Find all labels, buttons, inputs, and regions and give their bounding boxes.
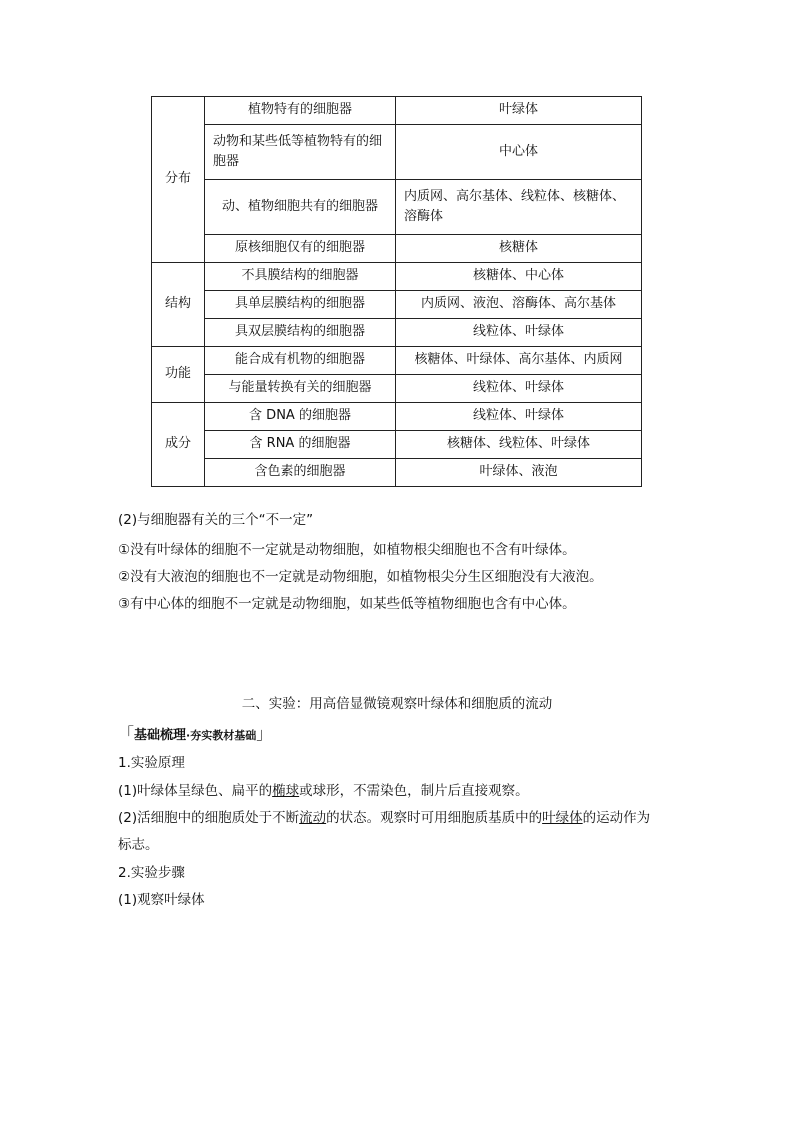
- tag-main: 基础梳理: [134, 728, 187, 743]
- value-cell: 线粒体、叶绿体: [396, 375, 642, 403]
- table-row: [152, 403, 642, 431]
- item-cell: 动、植物细胞共有的细胞器: [205, 180, 396, 235]
- text-span: 的状态。观察时可用细胞质基质中的: [326, 810, 543, 826]
- table-row: [152, 235, 642, 263]
- item-cell: 含 RNA 的细胞器: [205, 431, 396, 459]
- category-cell: 功能: [152, 347, 205, 403]
- steps-heading: 2.实验步骤: [118, 865, 185, 881]
- text-span: 的运动作为: [582, 810, 651, 826]
- principle-heading: 1.实验原理: [118, 755, 185, 771]
- table-row: [152, 97, 642, 125]
- table-row: [152, 375, 642, 403]
- tag-sub: ·夯实教材基础: [186, 729, 257, 742]
- item-cell: 含 DNA 的细胞器: [205, 403, 396, 431]
- value-cell: 线粒体、叶绿体: [396, 319, 642, 347]
- underlined-answer: 椭球: [272, 783, 300, 799]
- item-cell: 动物和某些低等植物特有的细胞器: [205, 125, 396, 180]
- underlined-answer: 叶绿体: [542, 810, 583, 826]
- principle-paragraph-2: [118, 806, 650, 826]
- value-cell: 叶绿体、液泡: [396, 459, 642, 487]
- item-cell: 能合成有机物的细胞器: [205, 347, 396, 375]
- value-cell: 核糖体、线粒体、叶绿体: [396, 431, 642, 459]
- table-row: [152, 319, 642, 347]
- table-row: [152, 125, 642, 180]
- table-row: [152, 263, 642, 291]
- organelle-classification-table: [151, 96, 642, 487]
- item-cell: 具单层膜结构的细胞器: [205, 291, 396, 319]
- underlined-answer: 流动: [299, 810, 327, 826]
- note-item-2: ②没有大液泡的细胞也不一定就是动物细胞，如植物根尖分生区细胞没有大液泡。: [118, 569, 603, 585]
- value-cell: 线粒体、叶绿体: [396, 403, 642, 431]
- value-cell: 叶绿体: [396, 97, 642, 125]
- tag-bracket-right: 」: [256, 724, 273, 743]
- value-cell: 核糖体: [396, 235, 642, 263]
- item-cell: 植物特有的细胞器: [205, 97, 396, 125]
- principle-paragraph-2-cont: 标志。: [118, 837, 159, 853]
- item-cell: 与能量转换有关的细胞器: [205, 375, 396, 403]
- table-row: [152, 431, 642, 459]
- table-row: [152, 347, 642, 375]
- category-cell: 成分: [152, 403, 205, 487]
- table-row: [152, 291, 642, 319]
- category-cell: 分布: [152, 97, 205, 263]
- table-row: [152, 180, 642, 235]
- value-cell: 内质网、高尔基体、线粒体、核糖体、溶酶体: [396, 180, 642, 235]
- note-item-3: ③有中心体的细胞不一定就是动物细胞，如某些低等植物细胞也含有中心体。: [118, 596, 576, 612]
- value-cell: 核糖体、中心体: [396, 263, 642, 291]
- category-cell: 结构: [152, 263, 205, 347]
- text-span: (2)活细胞中的细胞质处于不断: [118, 810, 300, 826]
- item-cell: 含色素的细胞器: [205, 459, 396, 487]
- item-cell: 原核细胞仅有的细胞器: [205, 235, 396, 263]
- notes-heading: (2)与细胞器有关的三个“不一定”: [118, 512, 314, 528]
- item-cell: 不具膜结构的细胞器: [205, 263, 396, 291]
- text-span: (1)叶绿体呈绿色、扁平的: [118, 783, 273, 799]
- item-cell: 具双层膜结构的细胞器: [205, 319, 396, 347]
- step-1: (1)观察叶绿体: [118, 892, 205, 908]
- table-row: [152, 459, 642, 487]
- value-cell: 内质网、液泡、溶酶体、高尔基体: [396, 291, 642, 319]
- value-cell: 中心体: [396, 125, 642, 180]
- basics-tag: [118, 721, 272, 744]
- note-item-1: ①没有叶绿体的细胞不一定就是动物细胞，如植物根尖细胞也不含有叶绿体。: [118, 542, 576, 558]
- tag-bracket-left: 「: [118, 724, 135, 743]
- text-span: 或球形，不需染色，制片后直接观察。: [299, 783, 529, 799]
- value-cell: 核糖体、叶绿体、高尔基体、内质网: [396, 347, 642, 375]
- section-title: 二、实验：用高倍显微镜观察叶绿体和细胞质的流动: [241, 696, 553, 712]
- principle-paragraph-1: [118, 779, 529, 799]
